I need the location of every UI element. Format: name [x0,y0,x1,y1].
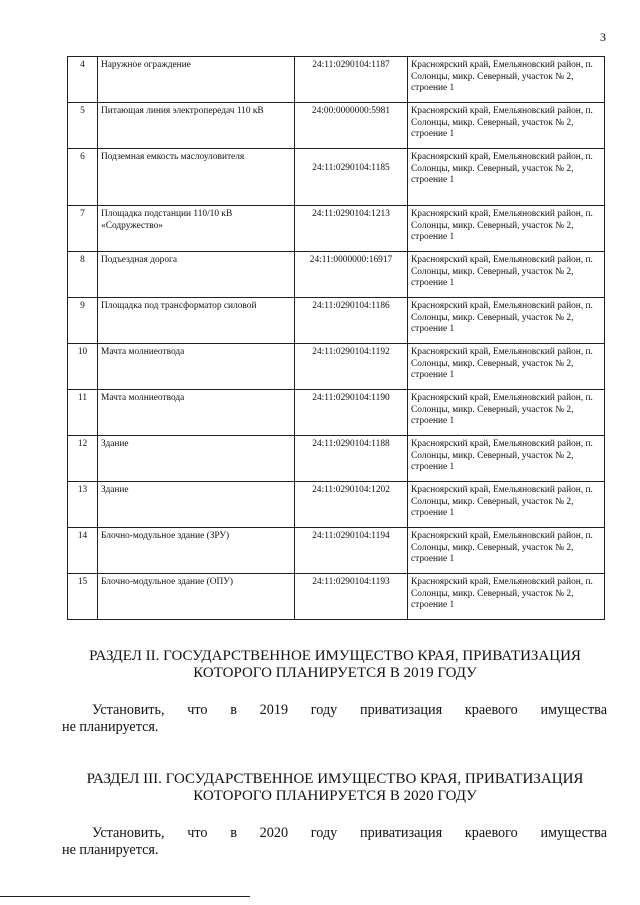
object-name: Подъездная дорога [98,252,295,298]
row-number: 12 [68,436,98,482]
cadastral-number: 24:11:0290104:1193 [295,574,408,620]
table-row [68,252,605,298]
object-name: Блочно-модульное здание (ОПУ) [98,574,295,620]
cadastral-number: 24:00:0000000:5981 [295,103,408,149]
object-name: Питающая линия электропередач 110 кВ [98,103,295,149]
table-row [68,57,605,103]
table-row [68,149,605,206]
section-3-heading-line-2: КОТОРОГО ПЛАНИРУЕТСЯ В 2020 ГОДУ [193,788,477,804]
table-row [68,482,605,528]
object-name: Блочно-модульное здание (ЗРУ) [98,528,295,574]
table-row [68,344,605,390]
row-number: 4 [68,57,98,103]
object-address: Красноярский край, Емельяновский район, п. Солонцы, микр. Северный, участок № 2, строение 1 [408,149,605,206]
row-number: 9 [68,298,98,344]
cadastral-number: 24:11:0290104:1192 [295,344,408,390]
object-name: Наружное ограждение [98,57,295,103]
object-name: Площадка под трансформатор силовой [98,298,295,344]
object-address: Красноярский край, Емельяновский район, п. Солонцы, микр. Северный, участок № 2, строение 1 [408,252,605,298]
row-number: 11 [68,390,98,436]
row-number: 6 [68,149,98,206]
cadastral-number: 24:11:0290104:1187 [295,57,408,103]
object-address: Красноярский край, Емельяновский район, п. Солонцы, микр. Северный, участок № 2, строение 1 [408,57,605,103]
table-row [68,298,605,344]
cadastral-number: 24:11:0000000:16917 [295,252,408,298]
object-name: Мачта молниеотвода [98,344,295,390]
section-2-heading [40,648,630,682]
property-table [67,56,605,620]
table-row [68,436,605,482]
section-3-heading [40,771,630,805]
object-address: Красноярский край, Емельяновский район, п. Солонцы, микр. Северный, участок № 2, строение 1 [408,298,605,344]
section-3-paragraph [62,825,607,859]
cadastral-number: 24:11:0290104:1185 [295,149,408,206]
object-name: Подземная емкость маслоуловителя [98,149,295,206]
table-row [68,390,605,436]
cadastral-number: 24:11:0290104:1213 [295,206,408,252]
object-address: Красноярский край, Емельяновский район, п. Солонцы, микр. Северный, участок № 2, строение 1 [408,344,605,390]
table-row [68,103,605,149]
section-2-text-line-1: Установить, что в 2019 году приватизация краевого имущества [92,702,607,718]
cadastral-number: 24:11:0290104:1188 [295,436,408,482]
table-row [68,574,605,620]
footer-divider [0,896,250,897]
cadastral-number: 24:11:0290104:1194 [295,528,408,574]
object-address: Красноярский край, Емельяновский район, п. Солонцы, микр. Северный, участок № 2, строение 1 [408,206,605,252]
object-name: Здание [98,436,295,482]
object-name: Площадка подстанции 110/10 кВ «Содружество» [98,206,295,252]
cadastral-number: 24:11:0290104:1190 [295,390,408,436]
section-3-text-line-1: Установить, что в 2020 году приватизация краевого имущества [92,825,607,841]
row-number: 13 [68,482,98,528]
object-address: Красноярский край, Емельяновский район, п. Солонцы, микр. Северный, участок № 2, строение 1 [408,574,605,620]
row-number: 10 [68,344,98,390]
object-name: Мачта молниеотвода [98,390,295,436]
object-address: Красноярский край, Емельяновский район, п. Солонцы, микр. Северный, участок № 2, строение 1 [408,103,605,149]
object-name: Здание [98,482,295,528]
row-number: 7 [68,206,98,252]
object-address: Красноярский край, Емельяновский район, п. Солонцы, микр. Северный, участок № 2, строение 1 [408,390,605,436]
object-address: Красноярский край, Емельяновский район, п. Солонцы, микр. Северный, участок № 2, строение 1 [408,482,605,528]
section-2-paragraph [62,702,607,736]
row-number: 15 [68,574,98,620]
row-number: 8 [68,252,98,298]
row-number: 14 [68,528,98,574]
section-2-heading-line-2: КОТОРОГО ПЛАНИРУЕТСЯ В 2019 ГОДУ [193,665,477,681]
row-number: 5 [68,103,98,149]
section-2-text-line-2: не планируется. [62,719,159,735]
table-row [68,528,605,574]
cadastral-number: 24:11:0290104:1202 [295,482,408,528]
cadastral-number: 24:11:0290104:1186 [295,298,408,344]
table-row [68,206,605,252]
object-address: Красноярский край, Емельяновский район, п. Солонцы, микр. Северный, участок № 2, строение 1 [408,436,605,482]
page-number: 3 [600,30,606,44]
section-3-heading-line-1: РАЗДЕЛ III. ГОСУДАРСТВЕННОЕ ИМУЩЕСТВО КРАЯ, ПРИВАТИЗАЦИЯ [86,771,584,787]
object-address: Красноярский край, Емельяновский район, п. Солонцы, микр. Северный, участок № 2, строение 1 [408,528,605,574]
section-2-heading-line-1: РАЗДЕЛ II. ГОСУДАРСТВЕННОЕ ИМУЩЕСТВО КРАЯ, ПРИВАТИЗАЦИЯ [89,648,581,664]
section-3-text-line-2: не планируется. [62,842,159,858]
